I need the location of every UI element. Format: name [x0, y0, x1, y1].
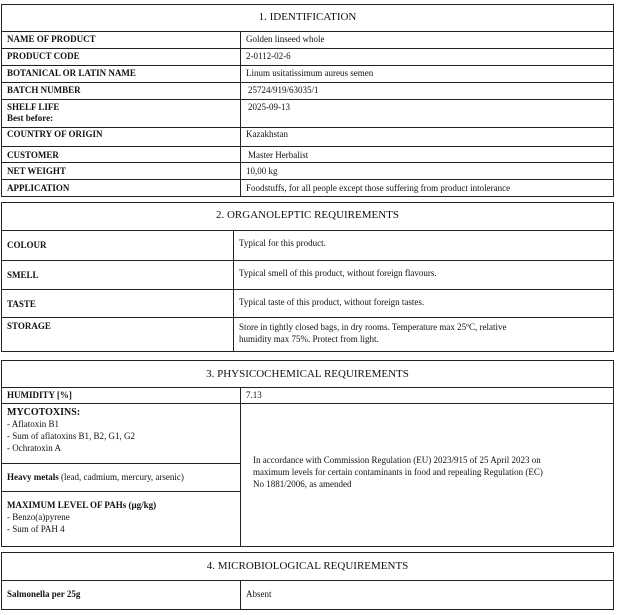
table-row: [2, 580, 613, 610]
row-value: Foodstuffs, for all people except those suffering from product intolerance: [246, 183, 511, 193]
row-value: 10,00 kg: [246, 166, 278, 176]
regulation-text: No 1881/2006, as amended: [253, 479, 352, 489]
row-value: Absent: [246, 589, 272, 599]
heavy-metals-label: [7, 472, 184, 483]
row-value: Kazakhstan: [246, 129, 288, 139]
section-title: 2. ORGANOLEPTIC REQUIREMENTS: [215, 209, 400, 221]
section-title: 4. MICROBIOLOGICAL REQUIREMENTS: [206, 560, 409, 572]
row-value: Golden linseed whole: [246, 34, 325, 44]
table-row: [2, 260, 613, 290]
row-label: COUNTRY OF ORIGIN: [7, 129, 103, 139]
physicochemical-section: [1, 360, 614, 547]
row-label: PRODUCT CODE: [7, 51, 80, 61]
row-label: BATCH NUMBER: [7, 85, 81, 95]
table-row: [2, 317, 613, 352]
row-value: humidity max 75%. Protect from light.: [239, 334, 379, 344]
row-label: NAME OF PRODUCT: [7, 34, 96, 44]
row-label: STORAGE: [7, 321, 51, 331]
mycotoxin-item: - Sum of aflatoxins B1, B2, G1, G2: [7, 431, 135, 441]
microbiological-section: [1, 552, 614, 610]
table-row: [2, 127, 613, 147]
table-row: [2, 65, 613, 83]
row-label: Salmonella per 25g: [7, 589, 81, 599]
pahs-label: MAXIMUM LEVEL OF PAHs (µg/kg): [7, 500, 157, 510]
row-value: Store in tightly closed bags, in dry rooms. Temperature max 25ºC, relative: [239, 322, 507, 332]
identification-section: [1, 4, 614, 197]
regulation-text: maximum levels for certain contaminants in food and repealing Regulation (EC): [253, 467, 543, 477]
mycotoxin-item: - Ochratoxin A: [7, 443, 61, 453]
table-row: [2, 179, 613, 197]
row-label: BOTANICAL OR LATIN NAME: [7, 68, 136, 78]
contaminants-row: [2, 403, 613, 547]
row-value: Linum usitatissimum aureus semen: [246, 68, 374, 78]
table-row: [2, 230, 613, 261]
pah-item: - Benzo(a)pyrene: [7, 512, 70, 522]
regulation-text: In accordance with Commission Regulation (EU) 2023/915 of 25 April 2023 on: [253, 455, 541, 465]
row-value: Typical taste of this product, without foreign tastes.: [239, 297, 425, 307]
row-label: APPLICATION: [7, 183, 70, 193]
table-row: [2, 48, 613, 66]
row-value: Typical smell of this product, without foreign flavours.: [239, 268, 437, 278]
row-value: Master Herbalist: [248, 150, 309, 160]
table-row: [2, 289, 613, 318]
humidity-label: HUMIDITY [%]: [7, 390, 72, 400]
table-row: [2, 31, 613, 49]
row-label: SMELL: [7, 270, 39, 280]
row-label: COLOUR: [7, 240, 47, 250]
row-value: Typical for this product.: [239, 238, 326, 248]
heavy-metals-detail: (lead, cadmium, mercury, arsenic): [58, 472, 184, 482]
section-title: 1. IDENTIFICATION: [258, 11, 357, 23]
mycotoxins-label: MYCOTOXINS:: [7, 407, 81, 418]
row-value: 2025-09-13: [248, 102, 290, 112]
pah-item: - Sum of PAH 4: [7, 524, 65, 534]
section-title: 3. PHYSICOCHEMICAL REQUIREMENTS: [206, 368, 409, 380]
mycotoxin-item: - Aflatoxin B1: [7, 419, 59, 429]
table-row: [2, 146, 613, 163]
row-label: CUSTOMER: [7, 150, 59, 160]
table-row: [2, 82, 613, 100]
table-row: [2, 162, 613, 180]
row-value: 25724/919/63035/1: [248, 85, 319, 95]
table-row: [2, 387, 613, 404]
row-value: 2-0112-02-6: [246, 51, 291, 61]
row-label: TASTE: [7, 299, 36, 309]
heavy-metals-bold: Heavy metals: [7, 472, 59, 482]
row-sublabel: Best before:: [7, 113, 54, 123]
humidity-value: 7.13: [246, 390, 262, 400]
row-label: SHELF LIFE: [7, 102, 60, 112]
table-row: [2, 99, 613, 128]
organoleptic-section: [1, 202, 614, 352]
row-label: NET WEIGHT: [7, 166, 66, 176]
